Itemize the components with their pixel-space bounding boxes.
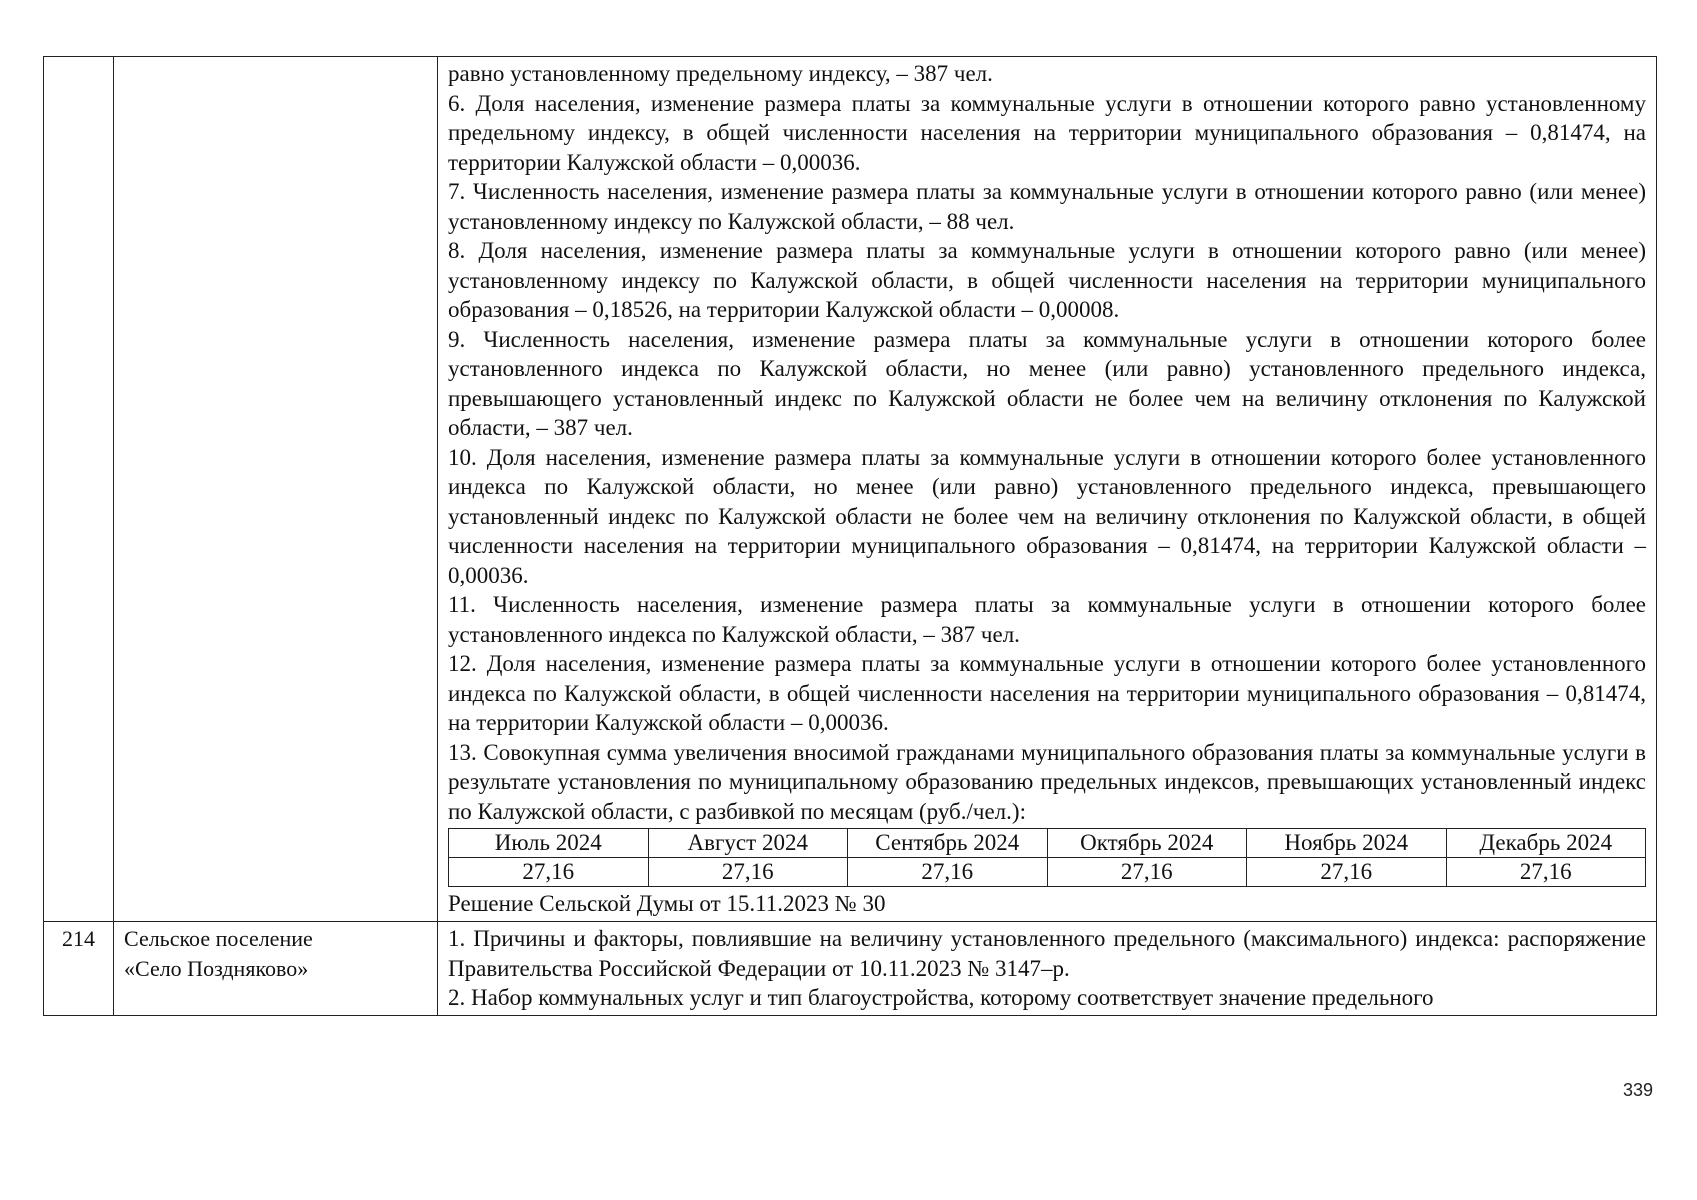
indicator-paragraph: 6. Доля населения, изменение размера платы за коммунальные услуги в отношении которого равно установленному предельному индексу, в общей численности населения на территории муниципального образования – 0,81474, на территории Калужской области – 0,00036. [448,90,1646,175]
month-header-cell: Декабрь 2024 [1446,829,1646,858]
municipality-name-cell [114,922,438,1016]
month-value-row [449,858,1646,887]
table-row [44,922,1657,1016]
month-header-cell: Июль 2024 [449,829,649,858]
month-header-cell: Октябрь 2024 [1047,829,1247,858]
monthly-increase-table [448,828,1646,887]
row-number-cell [44,57,114,922]
indicator-paragraph: 9. Численность населения, изменение размера платы за коммунальные услуги в отношении которого более установленного индекса по Калужской области, но менее (или равно) установленного предельного индекса, превышающего установленный индекс по Калужской области не более чем на величину отклонения по Калужской области, – 387 чел. [448,326,1646,440]
indicators-cell [438,922,1657,1016]
indicator-paragraph: равно установленному предельному индексу, – 387 чел. [448,61,993,86]
row-number-cell: 214 [44,922,114,1016]
month-header-cell: Сентябрь 2024 [848,829,1048,858]
month-value-cell: 27,16 [1047,858,1247,887]
month-header-cell: Ноябрь 2024 [1247,829,1447,858]
indicator-paragraph: 1. Причины и факторы, повлиявшие на величину установленного предельного (максимального) индекса: распоряжение Правительства Российской Федерации от 10.11.2023 № 3147–р. [448,926,1646,981]
month-value-cell: 27,16 [1446,858,1646,887]
decision-reference: Решение Сельской Думы от 15.11.2023 № 30 [448,891,886,916]
month-header-row [449,829,1646,858]
indicator-paragraph: 8. Доля населения, изменение размера платы за коммунальные услуги в отношении которого равно (или менее) установленному индексу по Калужской области, в общей численности населения на территории муниципального образования – 0,18526, на территории Калужской области – 0,00008. [448,238,1646,322]
indicator-paragraph: 7. Численность населения, изменение размера платы за коммунальные услуги в отношении которого равно (или менее) установленному индексу по Калужской области, – 88 чел. [448,179,1646,234]
page-number: 339 [1622,1080,1653,1100]
month-value-cell: 27,16 [449,858,649,887]
month-value-cell: 27,16 [848,858,1048,887]
indicators-cell [438,57,1657,922]
municipality-name-line: Сельское поселение [124,926,313,951]
municipality-name-cell [114,57,438,922]
indicator-paragraph: 10. Доля населения, изменение размера платы за коммунальные услуги в отношении которого более установленного индекса по Калужской области, но менее (или равно) установленного предельного индекса, превышающего установленный индекс по Калужской области не более чем на величину отклонения по Калужской области, в общей численности населения на территории муниципального образования – 0,81474, на территории Калужской области – 0,00036. [448,444,1646,588]
month-value-cell: 27,16 [648,858,848,887]
indicator-paragraph: 12. Доля населения, изменение размера платы за коммунальные услуги в отношении которого более установленного индекса по Калужской области, в общей численности населения на территории муниципального образования – 0,81474, на территории Калужской области – 0,00036. [448,651,1646,735]
month-header-cell: Август 2024 [648,829,848,858]
municipal-index-table [43,56,1657,1016]
indicator-paragraph: 13. Совокупная сумма увеличения вносимой гражданами муниципального образования платы за коммунальные услуги в результате установления по муниципальному образованию предельных индексов, превышающих установленный индекс по Калужской области, с разбивкой по месяцам (руб./чел.): [448,739,1646,824]
month-value-cell: 27,16 [1247,858,1447,887]
indicator-paragraph: 11. Численность населения, изменение размера платы за коммунальные услуги в отношении которого более установленного индекса по Калужской области, – 387 чел. [448,592,1646,647]
table-row [44,57,1657,922]
indicator-paragraph: 2. Набор коммунальных услуг и тип благоустройства, которому соответствует значение предельного [448,985,1434,1010]
municipality-name-line: «Село Поздняково» [124,956,309,981]
